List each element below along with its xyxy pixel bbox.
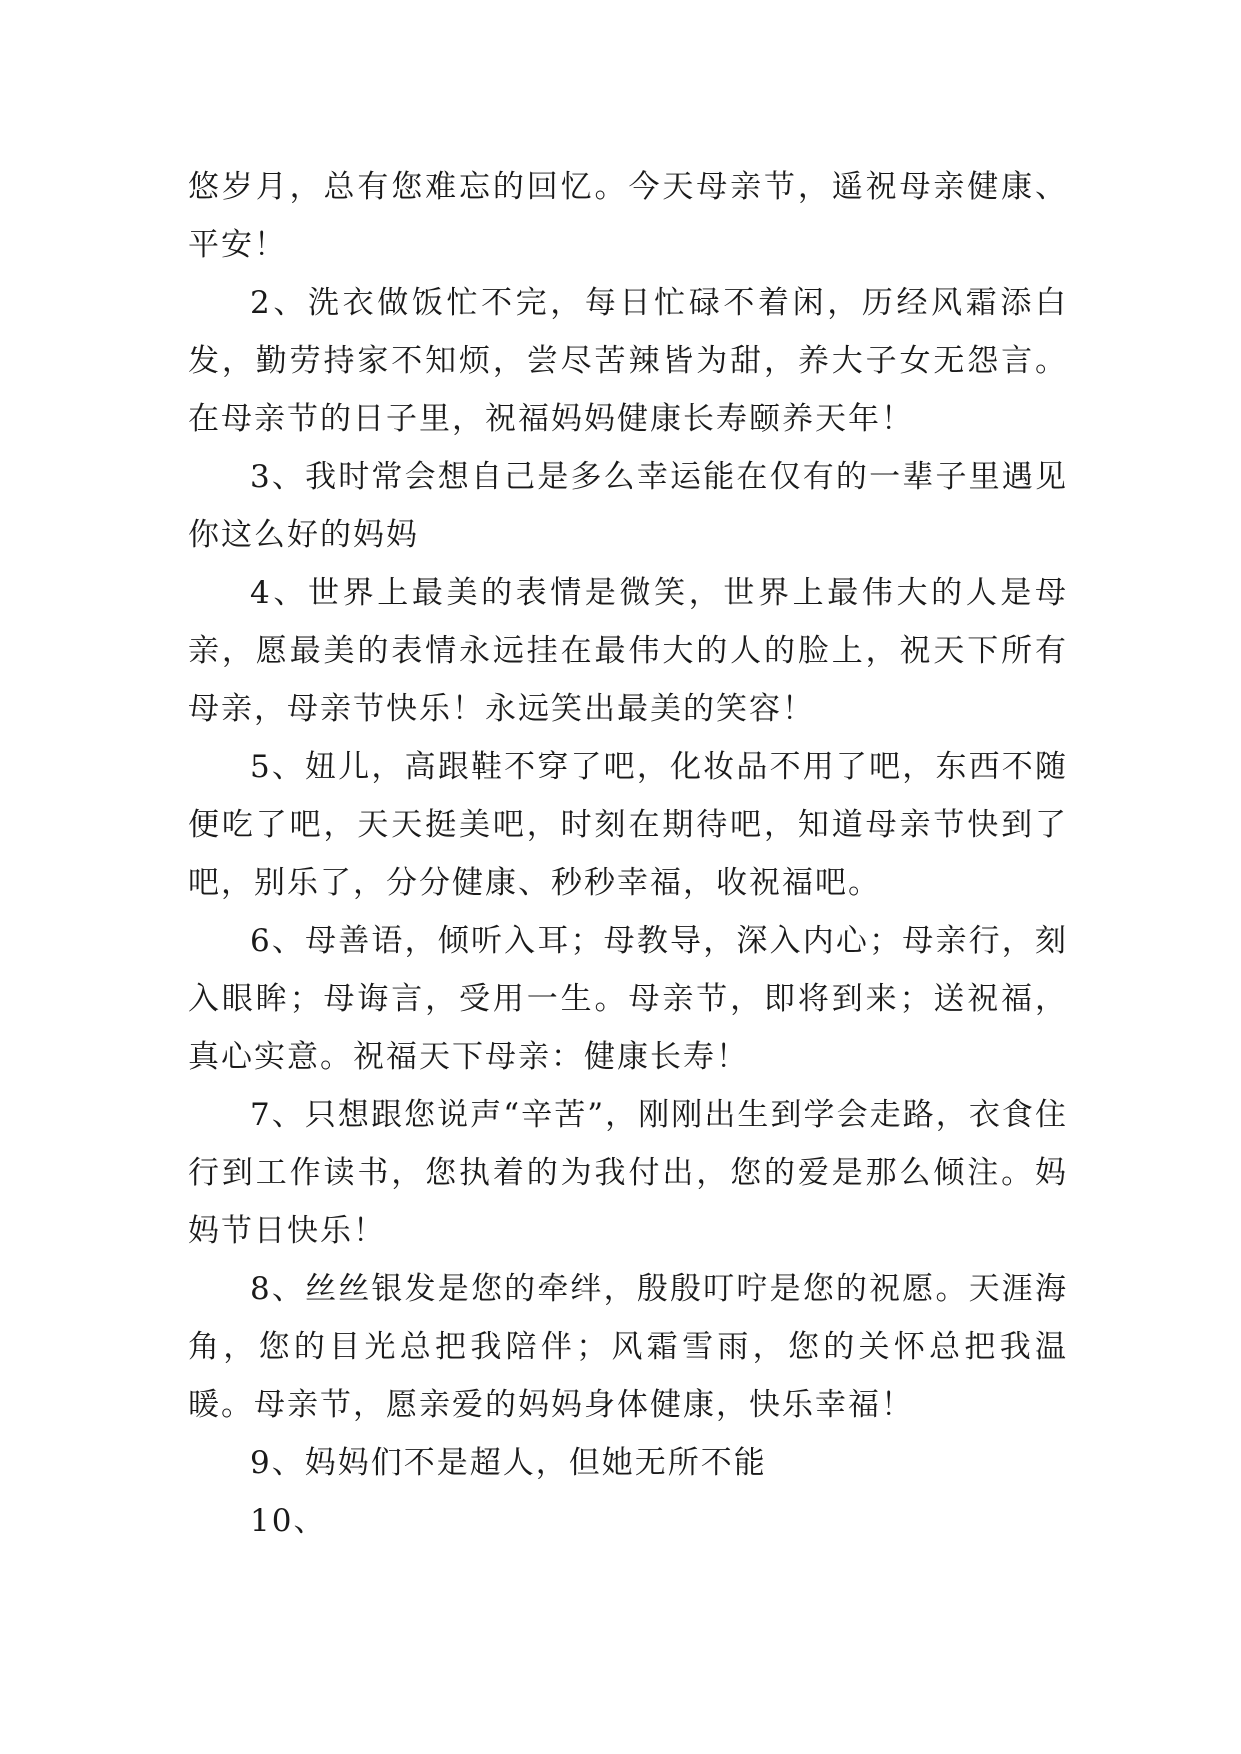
document-body bbox=[188, 158, 1068, 1550]
paragraph-item-8: 8、丝丝银发是您的牵绊，殷殷叮咛是您的祝愿。天涯海角，您的目光总把我陪伴；风霜雪雨，您的关怀总把我温暖。母亲节，愿亲爱的妈妈身体健康，快乐幸福！ bbox=[188, 1271, 1068, 1423]
paragraph-item-5: 5、妞儿，高跟鞋不穿了吧，化妆品不用了吧，东西不随便吃了吧，天天挺美吧，时刻在期待吧，知道母亲节快到了吧，别乐了，分分健康、秒秒幸福，收祝福吧。 bbox=[188, 749, 1068, 901]
paragraph-item-10: 10、 bbox=[250, 1503, 327, 1539]
paragraph-item-2: 2、洗衣做饭忙不完，每日忙碌不着闲，历经风霜添白发，勤劳持家不知烦，尝尽苦辣皆为甜，养大子女无怨言。在母亲节的日子里，祝福妈妈健康长寿颐养天年！ bbox=[188, 285, 1068, 437]
paragraph-item-7: 7、只想跟您说声“辛苦”，刚刚出生到学会走路，衣食住行到工作读书，您执着的为我付出，您的爱是那么倾注。妈妈节日快乐！ bbox=[188, 1097, 1068, 1249]
paragraph-continuation: 悠岁月，总有您难忘的回忆。今天母亲节，遥祝母亲健康、平安！ bbox=[188, 169, 1068, 263]
paragraph-item-6: 6、母善语，倾听入耳；母教导，深入内心；母亲行，刻入眼眸；母诲言，受用一生。母亲节，即将到来；送祝福，真心实意。祝福天下母亲：健康长寿！ bbox=[188, 923, 1068, 1075]
paragraph-item-9: 9、妈妈们不是超人，但她无所不能 bbox=[250, 1445, 767, 1481]
paragraph-item-3: 3、我时常会想自己是多么幸运能在仅有的一辈子里遇见你这么好的妈妈 bbox=[188, 459, 1068, 553]
paragraph-item-4: 4、世界上最美的表情是微笑，世界上最伟大的人是母亲，愿最美的表情永远挂在最伟大的人的脸上，祝天下所有母亲，母亲节快乐！永远笑出最美的笑容！ bbox=[188, 575, 1068, 727]
